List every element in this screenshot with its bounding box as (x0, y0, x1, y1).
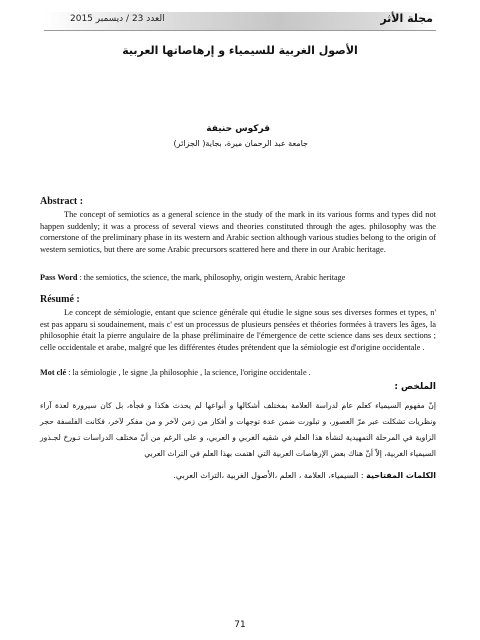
author-name: قركوس حنيفة (206, 124, 270, 134)
issue-info: العدد 23 / ديسمبر 2015 (70, 14, 165, 24)
abstract-keywords-list: : the semiotics, the science, the mark, philosophy, origin western, Arabic heritage (79, 273, 346, 282)
author-affiliation: جامعة عبد الرحمان ميرة، بجاية( الجزائر) (173, 139, 308, 148)
page-number: 71 (234, 620, 246, 630)
arabic-keywords-list: : السيمياء، العلامة ، العلم ،الأصول الغربية ،التراث العربي. (173, 471, 364, 480)
arabic-summary-text: إنّ مفهوم السيمياء كعلم عام لدراسة العلامة بمختلف أشكالها و أنواعها لم يحدث هكذا و فجأة، بل كان سيرورة لعدة آراء ونظريات تشكلت عبر مرّ العصور، و تبلورت ضمن عدة توجهات و أفكار من زمن لآخر و من مفكر لآخر، فكانت الفلسفة حجر الزاوية في المرحلة التمهيدية لنشأة هذا العلم في شقيه الغربي و العربي، و على الرغم من أنّ مختلف الدراسات تـورخ لجـذور السيمياء الغربية، إلاّ أنّ هناك بعض الإرهاصات العربية التي اهتمت بهذا العلم في التراث العربي (40, 401, 436, 458)
resume-heading: Résumé : (40, 294, 80, 305)
article-title: الأصول الغربية للسيمياء و إرهاصاتها العربية (122, 44, 358, 57)
resume-keywords (40, 367, 436, 378)
resume-keywords-label: Mot clé (40, 368, 67, 377)
abstract-body: The concept of semiotics as a general science in the study of the mark in its various forms and types did not happen suddenly; it was a process of several views and theories constituted through the ages. philosophy was the cornerstone of the preliminary phase in its western and Arabic section although various studies belong to the origin of western semiotics, but there are some Arabic precursors scattered here and there in our Arabic heritage. (40, 210, 436, 254)
abstract-keywords-label: Pass Word (40, 273, 78, 282)
journal-name: مجلة الأثر (380, 12, 433, 25)
arabic-summary-heading: الملخص : (394, 382, 436, 392)
abstract-keywords (40, 272, 436, 283)
arabic-keywords (40, 470, 436, 481)
abstract-heading: Abstract : (40, 196, 84, 207)
resume-body: Le concept de sémiologie, entant que science générale qui étudie le signe sous ses diverses formes et types, n' est pas apparu si soudainement, mais c' est un processus de plusieurs pensées et théories formées à travers les âges, la philosophie était la pierre angulaire de la phase préliminaire de l'émergence de cette science dans ses deux sections ; celle occidentale et arabe, malgré que les différentes études prétendent que la sémiologie est d'origine occidentale . (40, 308, 436, 352)
resume-text (40, 307, 436, 353)
abstract-text (40, 209, 436, 255)
resume-keywords-list: : la sémiologie , le signe ,la philosophie , la science, l'origine occidentale . (66, 368, 311, 377)
arabic-keywords-label: الكلمات المفتاحية (366, 471, 436, 480)
